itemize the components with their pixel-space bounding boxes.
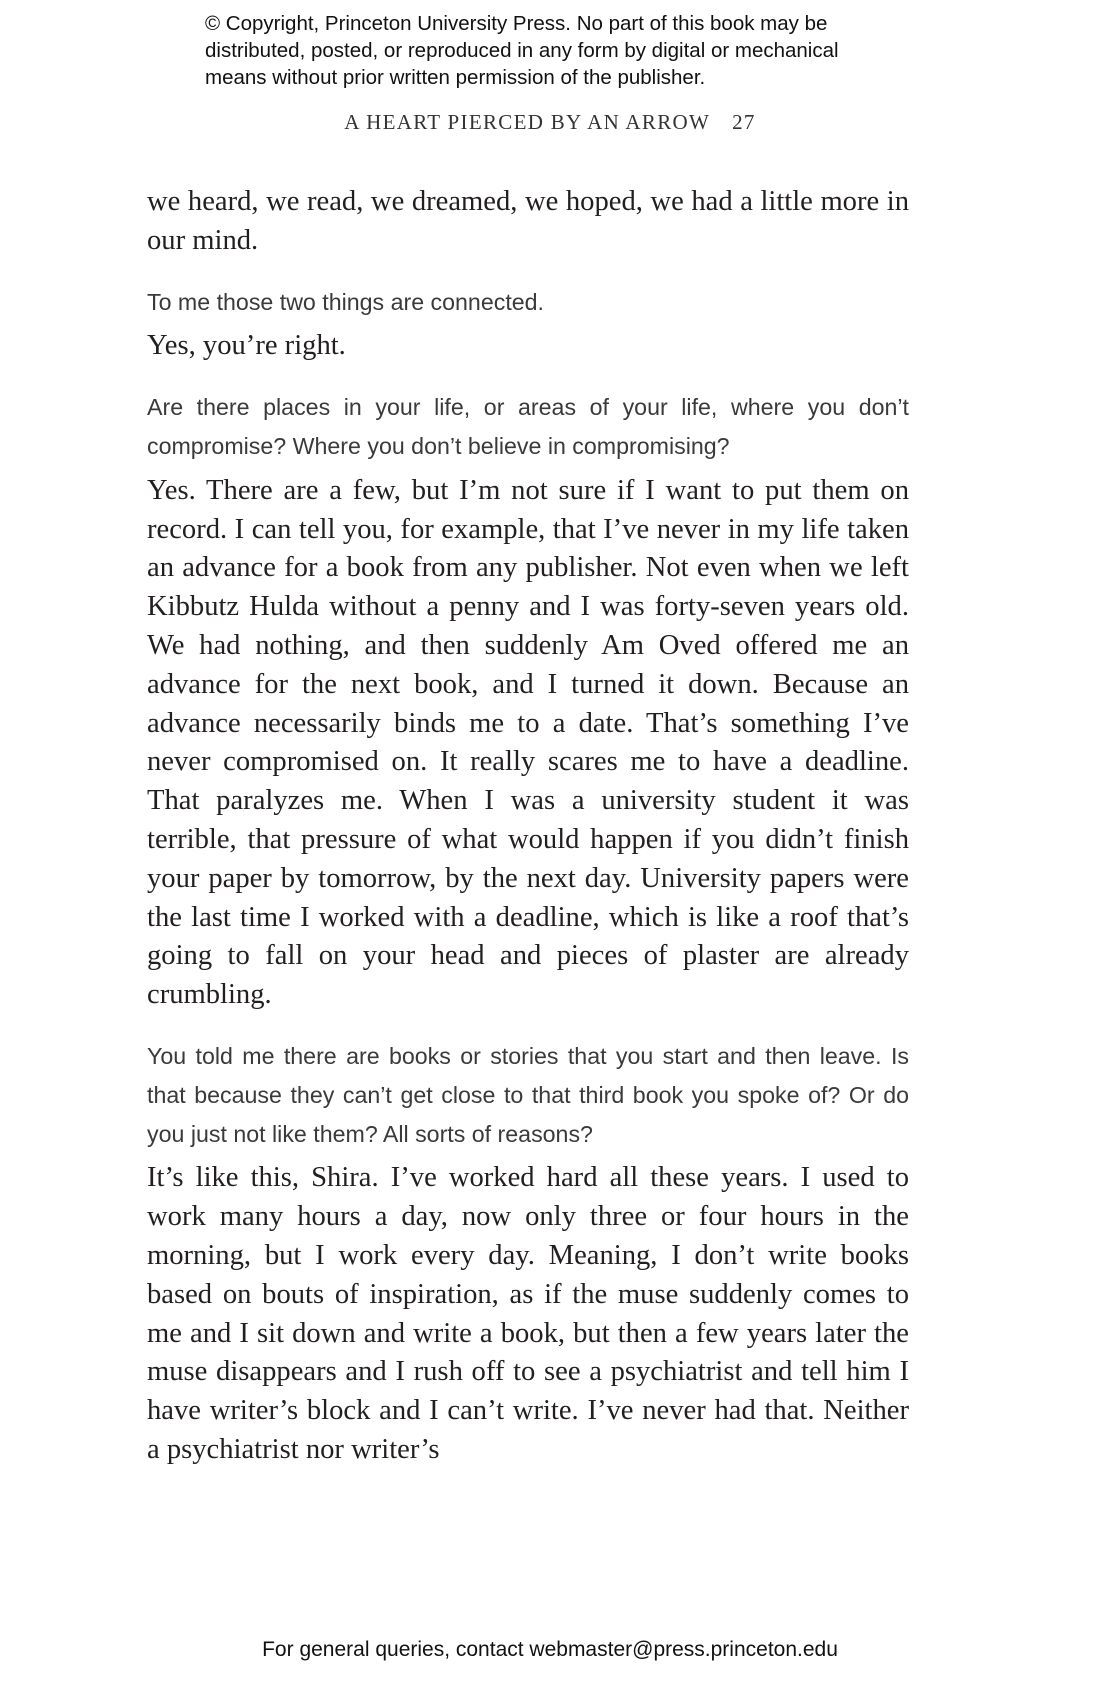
running-head-title: A HEART PIERCED BY AN ARROW [344, 110, 711, 134]
answer-paragraph: Yes, you’re right. [147, 330, 346, 362]
page-number: 27 [732, 110, 756, 134]
answer-paragraph: Yes. There are a few, but I’m not sure if I want to put them on record. I can tell you, for example, that I’ve never in my life taken an advance for a book from any publisher. Not even when we left Kibbutz Hulda without a penny and I was forty-seven years old. We had nothing, and then suddenly Am Oved offered me an advance for the next book, and I turned it down. Because an advance necessarily binds me to a date. That’s something I’ve never compromised on. It really scares me to have a deadline. That paralyzes me. When I was a university student it was terrible, that pressure of what would happen if you didn’t finish your paper by tomorrow, by the next day. University papers were the last time I worked with a deadline, which is like a roof that’s going to fall on your head and pieces of plaster are already crumbling. [147, 474, 909, 1011]
copyright-line-2: distributed, posted, or reproduced in any form by digital or mechanical [205, 39, 839, 62]
answer-paragraph: It’s like this, Shira. I’ve worked hard all these years. I used to work many hours a day, now only three or four hours in the morning, but I work every day. Meaning, I don’t write books based on bouts of inspiration, as if the muse suddenly comes to me and I sit down and write a book, but then a few years later the muse disappears and I rush off to see a psychiatrist and tell him I have writer’s block and I can’t write. I’ve never had that. Neither a psychiatrist nor writer’s [147, 1162, 909, 1465]
page-body [147, 183, 909, 1470]
question-paragraph: You told me there are books or stories that you start and then leave. Is that because they can’t get close to that third book you spoke of? Or do you just not like them? All sorts of reasons? [147, 1042, 909, 1147]
running-head [0, 110, 1100, 135]
question-paragraph: To me those two things are connected. [147, 288, 544, 315]
answer-paragraph: we heard, we read, we dreamed, we hoped, we had a little more in our mind. [147, 186, 909, 256]
copyright-line-3: means without prior written permission of the publisher. [205, 66, 706, 89]
footer-contact: For general queries, contact webmaster@press.princeton.edu [262, 1638, 838, 1661]
question-paragraph: Are there places in your life, or areas of your life, where you don’t compromise? Where you don’t believe in compromising? [147, 394, 909, 459]
copyright-notice [205, 10, 925, 91]
copyright-line-1: © Copyright, Princeton University Press. No part of this book may be [205, 12, 828, 35]
